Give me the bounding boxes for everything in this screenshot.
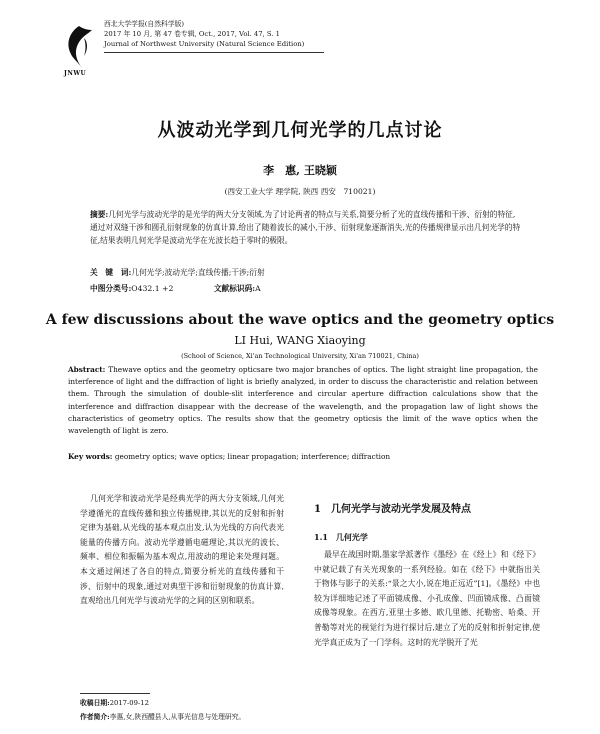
author-bio xyxy=(80,711,245,721)
abstract-en xyxy=(68,364,538,437)
class-label: 中图分类号: xyxy=(90,284,132,293)
class-value: O432.1 +2 xyxy=(131,284,174,293)
header-rule xyxy=(104,52,324,53)
keywords-cn-label: 关 键 词: xyxy=(90,268,132,277)
footnote-rule xyxy=(80,693,150,694)
keywords-en xyxy=(68,452,538,461)
affiliation-cn: (西安工业大学 理学院, 陕西 西安 710021) xyxy=(224,187,376,196)
title-en: A few discussions about the wave optics and the geometry optics xyxy=(45,312,555,328)
received-date xyxy=(80,697,149,707)
abstract-en-text: Thewave optics and the geometry opticsare two major branches of optics. The light straight line propagation, the interference of light and the diffraction of light is briefly analyzed, in order to discuss the characteristic and relation between them. Through the simulation of double-slit interference and circular aperture diffraction calculations show that the interference and diffraction disappear with the decrease of the wavelength, and the propagation law of light shows the characteristics of geometry optics. The results show that the geometry opticsis the limit of the wave optics when the wavelength of light is zero. xyxy=(68,365,538,436)
journal-logo-icon xyxy=(62,24,96,70)
intro-paragraph: 几何光学和波动光学是经典光学的两大分支领域,几何光学遵循光的直线传播和独立传播规律,其以光的反射和折射定律为基础,从光线的基本观点出发,认为光线的方向代表光能量的传播方向。波动光学遵循电磁理论,其以光的波长、频率、相位和振幅为基本观点,用波动的理论来处理问题。本文通过阐述了各自的特点,简要分析光的直线传播和干涉、衍射中的现象,通过对典型干涉和衍射现象的仿真计算,直观给出几何光学与波动光学的之间的区别和联系。 xyxy=(80,494,284,606)
doc-code-value: A xyxy=(255,284,261,293)
classification-cn xyxy=(90,283,522,294)
affiliation-en: (School of Science, Xi'an Technological University, Xi'an 710021, China) xyxy=(181,352,419,360)
title-cn: 从波动光学到几何光学的几点讨论 xyxy=(157,120,443,141)
abstract-cn-text: 几何光学与波动光学的是光学的两大分支领域,为了讨论两者的特点与关系,简要分析了光的直线传播和干涉、衍射的特征,通过对双缝干涉和圆孔衍射现象的仿真计算,给出了随着波长的减小,干涉、衍射现象逐渐消失,光的传播规律显示出几何光学的特征,结果表明几何光学是波动光学在光波长趋于零时的极限。 xyxy=(90,210,521,245)
section-1-1-heading: 1.1 几何光学 xyxy=(314,532,368,542)
section-1-heading: 1 几何光学与波动光学发展及特点 xyxy=(314,504,471,515)
keywords-en-text: geometry optics; wave optics; linear propagation; interference; diffraction xyxy=(114,452,391,461)
journal-issue: 2017 年 10 月, 第 47 卷专辑, Oct., 2017, Vol. 47, S. 1 xyxy=(104,30,280,38)
author-bio-value: 李惠,女,陕西醴县人,从事光信息与处理研究。 xyxy=(109,713,246,721)
keywords-cn-text: 几何光学;波动光学;直线传播;干涉;衍射 xyxy=(131,268,265,277)
abstract-cn xyxy=(90,208,522,247)
received-label: 收稿日期: xyxy=(80,699,110,707)
journal-name-cn: 西北大学学报(自然科学版) xyxy=(104,20,185,28)
keywords-cn xyxy=(90,267,522,278)
authors-en: LI Hui, WANG Xiaoying xyxy=(234,334,366,347)
authors-cn: 李 惠, 王晓颖 xyxy=(263,164,337,177)
abstract-en-label: Abstract: xyxy=(68,365,106,374)
doc-code-label: 文献标识码: xyxy=(213,284,256,293)
abstract-cn-label: 摘要: xyxy=(90,210,109,219)
received-value: 2017-09-12 xyxy=(109,699,149,707)
keywords-en-label: Key words: xyxy=(68,452,113,461)
journal-name-en: Journal of Northwest University (Natural Science Edition) xyxy=(104,40,305,48)
journal-logo-text: JNWU xyxy=(64,70,87,77)
section-1-1-paragraph: 最早在战国时期,墨家学派著作《墨经》在《经上》和《经下》中就记载了有关光现象的一系列经验。如在《经下》中就指出关于物体与影子的关系:“景之大小,说在地正远近”[1]。《墨经》中也较为详细地记述了平面镜成像、小孔成像、凹面镜成像、凸面镜成像等现象。在西方,亚里士多德、欧几里德、托勒密、哈桑、开普勒等对光的视觉行为进行探讨后,建立了光的反射和折射定律,使光学真正成为了一门学科。这时的光学脱开了光 xyxy=(314,550,540,647)
author-bio-label: 作者简介: xyxy=(80,713,110,721)
